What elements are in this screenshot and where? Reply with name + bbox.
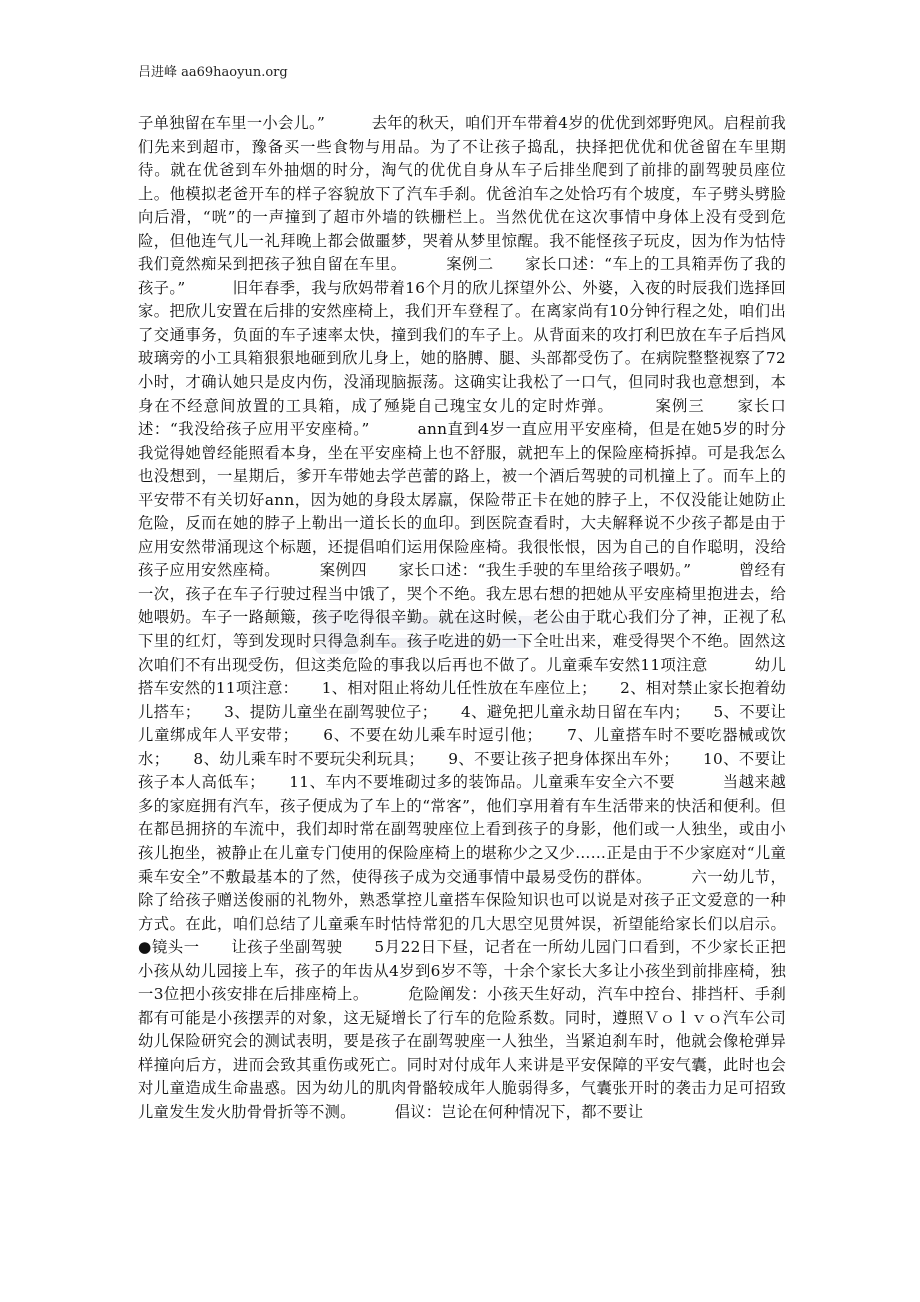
body-paragraph: 子单独留在车里一小会儿。” 去年的秋天，咱们开车带着4岁的优优到郊野兜风。启程前我们先来到超市，豫备买一些食物与用品。为了不让孩子捣乱，抉择把优优和优爸留在车里期待。就在优爸到车外抽烟的时分，淘气的优优自身从车子后排坐爬到了前排的副驾驶员座位上。他模拟老爸开车的样子容貌放下了汽车手刹。优爸泊车之处恰巧有个坡度，车子劈头劈脸向后滑，“咣”的一声撞到了超市外墙的铁栅栏上。当然优优在这次事情中身体上没有受到危险，但他连气儿一礼拜晚上都会做噩梦，哭着从梦里惊醒。我不能怪孩子玩皮，因为作为怙恃我们竟然痴呆到把孩子独自留在车里。 案例二 家长口述：“车上的工具箱弄伤了我的孩子。” 旧年春季，我与欣妈带着16个月的欣儿探望外公、外婆，入夜的时辰我们选择回家。把欣儿安置在后排的安然座椅上，我们开车登程了。在离家尚有10分钟行程之处，咱们出了交通事务，负面的车子速率太快，撞到我们的车子上。从背面来的攻打利巴放在车子后挡风玻璃旁的小工具箱狠狠地砸到欣儿身上，她的胳膊、腿、头部都受伤了。在病院整整视察了72小时，才确认她只是皮内伤，没涌现脑振荡。这确实让我松了一口气，但同时我也意想到，本身在不经意间放置的工具箱，成了殛毙自己瑰宝女儿的定时炸弹。 案例三 家长口述：“我没给孩子应用平安座椅。” ann直到4岁一直应用平安座椅，但是在她5岁的时分我觉得她曾经能照看本身，坐在平安座椅上也不舒服，就把车上的保险座椅拆掉。可是我怎么也没想到，一星期后，爹开车带她去学芭蕾的路上，被一个酒后驾驶的司机撞上了。而车上的平安带不有关切好ann，因为她的身段太孱羸，保险带正卡在她的脖子上，不仅没能让她防止危险，反而在她的脖子上勒出一道长长的血印。到医院查看时，大夫解释说不少孩子都是由于应用安然带涌现这个标题，还提倡咱们运用保险座椅。我很怅恨，因为自己的自作聪明，没给孩子应用安然座椅。 案例四 家长口述：“我生手驶的车里给孩子喂奶。” 曾经有一次，孩子在车子行驶过程当中饿了，哭个不绝。我左思右想的把她从平安座椅里抱进去，给她喂奶。车子一路颠簸，孩子吃得很辛勤。就在这时候，老公由于耽心我们分了神，正视了私下里的红灯，等到发现时只得急刹车。孩子吃进的奶一下全吐出来，难受得哭个不绝。固然这次咱们不有出现受伤，但这类危险的事我以后再也不做了。儿童乘车安然11项注意 幼儿搭车安然的11项注意： 1、相对阻止将幼儿任性放在车座位上； 2、相对禁止家长抱着幼儿搭车； 3、提防儿童坐在副驾驶位子； 4、避免把儿童永劫日留在车内； 5、不要让儿童绑成年人平安带； 6、不要在幼儿乘车时逗引他； 7、儿童搭车时不要吃器械或饮水； 8、幼儿乘车时不要玩尖利玩具； 9、不要让孩子把身体探出车外； 10、不要让孩子本人高低车； 11、车内不要堆砌过多的装饰品。儿童乘车安全六不要 当越来越多的家庭拥有汽车，孩子便成为了车上的“常客”，他们享用着有车生活带来的快活和便利。但在都邑拥挤的车流中，我们却时常在副驾驶座位上看到孩子的身影，他们或一人独坐，或由小孩儿抱坐，被静止在儿童专门使用的保险座椅上的堪称少之又少……正是由于不少家庭对“儿童乘车安全”不敷最基本的了然，使得孩子成为交通事情中最易受伤的群体。 六一幼儿节，除了给孩子赠送俊丽的礼物外，熟悉掌控儿童搭车保险知识也可以说是对孩子正文爱意的一种方式。在此，咱们总结了儿童乘车时怙恃常犯的几大思空见贯舛误，祈望能给家长们以启示。●镜头一 让孩子坐副驾驶 5月22日下昼，记者在一所幼儿园门口看到，不少家长正把小孩从幼儿园接上车，孩子的年齿从4岁到6岁不等，十余个家长大多让小孩坐到前排座椅，独一3位把小孩安排在后排座椅上。 危险阐发：小孩天生好动，汽车中控台、排挡杆、手刹都有可能是小孩摆弄的对象，这无疑增长了行车的危险系数。同时，遵照Ｖｏｌｖｏ汽车公司幼儿保险研究会的测试表明，要是孩子在副驾驶座一人独坐，当紧迫刹车时，他就会像枪弹异样撞向后方，进而会致其重伤或死亡。同时对付成年人来讲是平安保障的平安气囊，此时也会对儿童造成生命蛊惑。因为幼儿的肌肉骨骼较成年人脆弱得多，气囊张开时的袭击力足可招致儿童发生发火肋骨骨折等不测。 倡议：岂论在何种情况下，都不要让 bbox=[138, 114, 786, 1121]
page-header: 吕进峰 aa69haoyun.org bbox=[138, 65, 288, 80]
